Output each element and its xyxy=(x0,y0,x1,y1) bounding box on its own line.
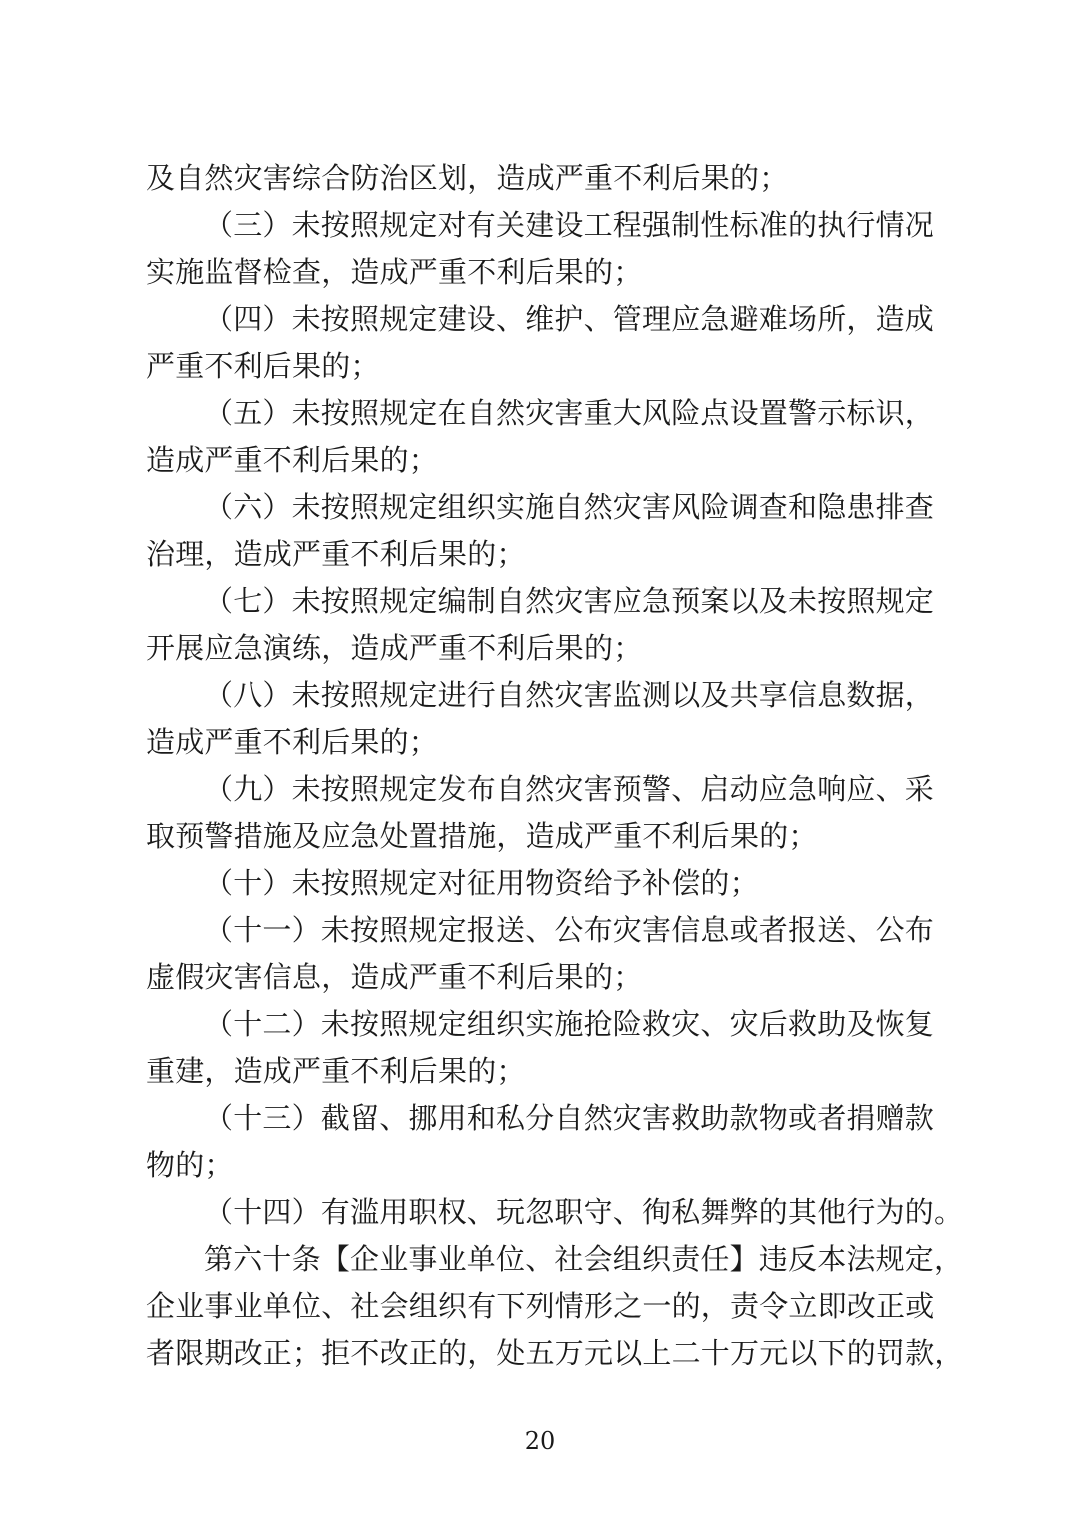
text-line: 重建，造成严重不利后果的； xyxy=(146,1054,526,1088)
text-line: 及自然灾害综合防治区划，造成严重不利后果的； xyxy=(146,161,789,195)
text-line: 虚假灾害信息，造成严重不利后果的； xyxy=(146,960,643,994)
text-line: 造成严重不利后果的； xyxy=(146,443,439,477)
text-line: 者限期改正；拒不改正的，处五万元以上二十万元以下的罚款， xyxy=(146,1336,964,1370)
text-line: 实施监督检查，造成严重不利后果的； xyxy=(146,255,643,289)
text-line: 造成严重不利后果的； xyxy=(146,725,439,759)
text-line: （十）未按照规定对征用物资给予补偿的； xyxy=(204,866,759,900)
text-line: （三）未按照规定对有关建设工程强制性标准的执行情况 xyxy=(204,208,935,242)
text-line: （五）未按照规定在自然灾害重大风险点设置警示标识， xyxy=(204,396,935,430)
text-line: 治理，造成严重不利后果的； xyxy=(146,537,526,571)
text-line: 取预警措施及应急处置措施，造成严重不利后果的； xyxy=(146,819,818,853)
text-line: （七）未按照规定编制自然灾害应急预案以及未按照规定 xyxy=(204,584,935,618)
text-line: （六）未按照规定组织实施自然灾害风险调查和隐患排查 xyxy=(204,490,935,524)
text-line: （八）未按照规定进行自然灾害监测以及共享信息数据， xyxy=(204,678,935,712)
text-line: 严重不利后果的； xyxy=(146,349,380,383)
text-line: （十四）有滥用职权、玩忽职守、徇私舞弊的其他行为的。 xyxy=(204,1195,964,1229)
body-text xyxy=(146,155,964,1377)
text-line: 第六十条【企业事业单位、社会组织责任】违反本法规定， xyxy=(204,1242,964,1276)
text-line: 企业事业单位、社会组织有下列情形之一的，责令立即改正或 xyxy=(146,1289,935,1323)
text-line: 开展应急演练，造成严重不利后果的； xyxy=(146,631,643,665)
page-number: 20 xyxy=(524,1427,556,1455)
text-line: （十三）截留、挪用和私分自然灾害救助款物或者捐赠款 xyxy=(204,1101,935,1135)
text-line: （九）未按照规定发布自然灾害预警、启动应急响应、采 xyxy=(204,772,935,806)
text-line: （十一）未按照规定报送、公布灾害信息或者报送、公布 xyxy=(204,913,935,947)
text-line: 物的； xyxy=(146,1148,234,1182)
text-line: （四）未按照规定建设、维护、管理应急避难场所，造成 xyxy=(204,302,935,336)
text-line: （十二）未按照规定组织实施抢险救灾、灾后救助及恢复 xyxy=(204,1007,935,1041)
